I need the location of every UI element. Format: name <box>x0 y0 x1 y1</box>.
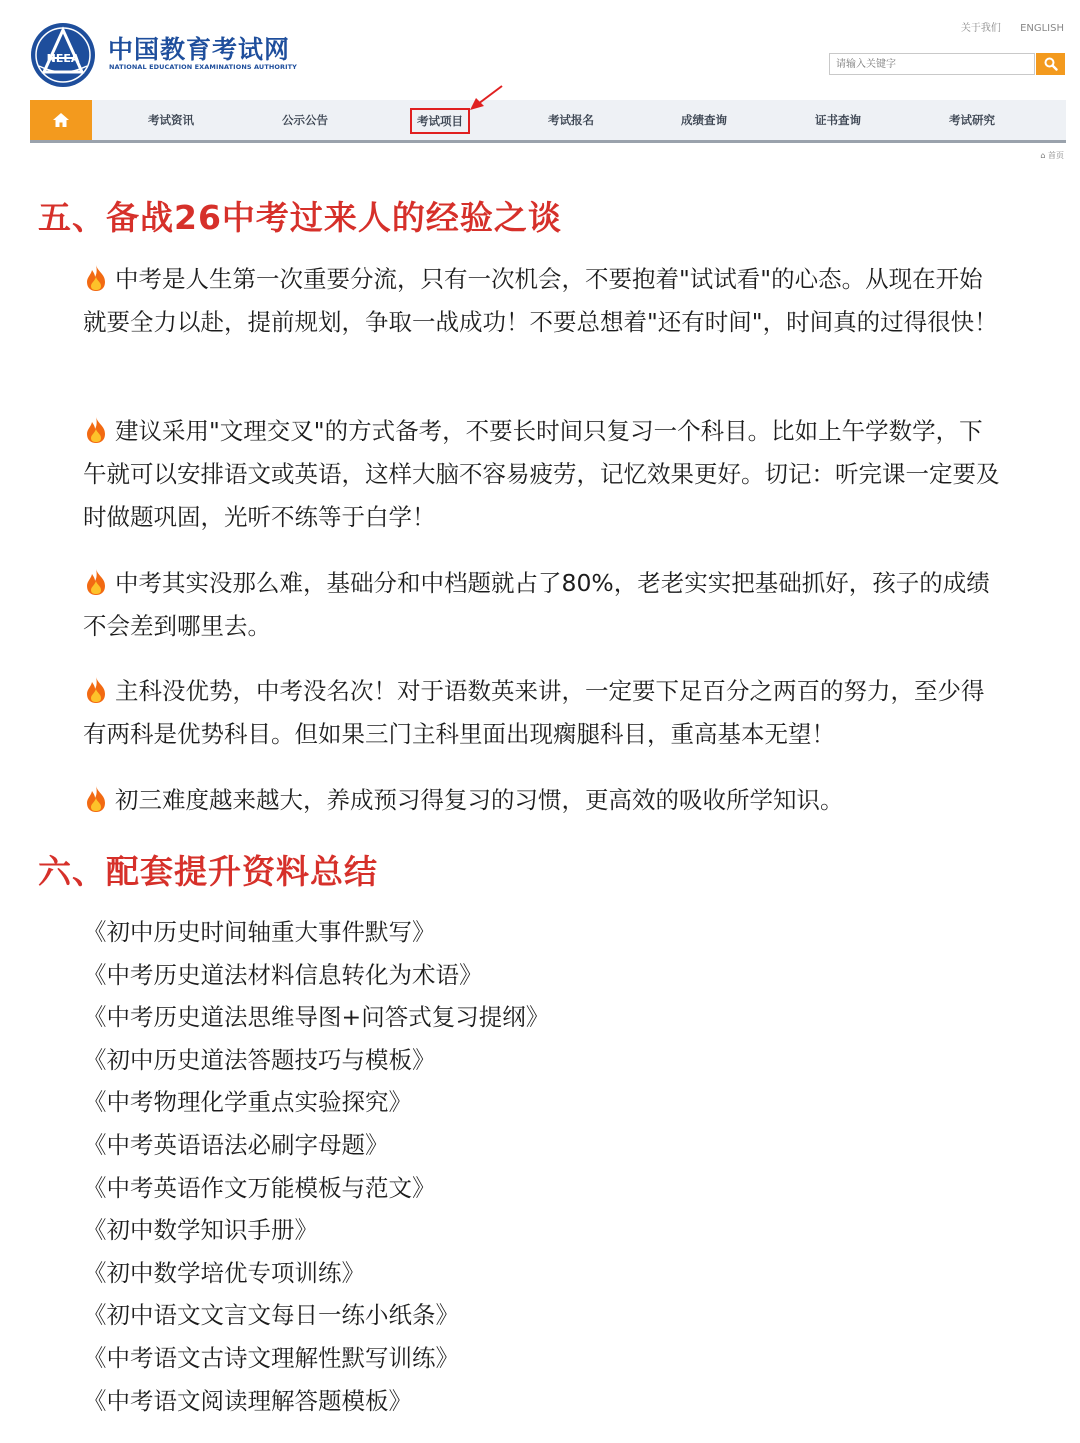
resource-list <box>83 911 549 1422</box>
main-nav <box>30 100 1066 143</box>
search-input[interactable] <box>829 53 1035 75</box>
nav-home-button[interactable] <box>30 100 92 140</box>
resource-item: 《初中历史道法答题技巧与模板》 <box>83 1045 436 1074</box>
nav-item-registration[interactable]: 考试报名 <box>548 113 594 127</box>
nav-item-notices[interactable]: 公示公告 <box>282 113 328 127</box>
site-header <box>0 0 1080 170</box>
about-us-link[interactable]: 关于我们 <box>960 23 1001 34</box>
fire-icon <box>83 416 109 444</box>
tip-paragraph <box>83 562 1003 648</box>
fire-icon <box>83 568 109 596</box>
tip-text: 建议采用"文理交叉"的方式备考，不要长时间只复习一个科目。比如上午学数学，下午就可以安排语文或英语，这样大脑不容易疲劳，记忆效果更好。切记：听完课一定要及时做题巩固，光听不练等于白学！ <box>83 417 1000 531</box>
breadcrumb-home-icon: ⌂ <box>1040 151 1048 160</box>
nav-item-certificate-query[interactable]: 证书查询 <box>815 113 861 127</box>
tip-text: 初三难度越来越大，养成预习得复习的习惯，更高效的吸收所学知识。 <box>115 786 844 814</box>
annotation-arrow-icon <box>466 84 506 112</box>
resource-item: 《中考英语作文万能模板与范文》 <box>83 1173 436 1202</box>
fire-icon <box>83 785 109 813</box>
section-5-title: 五、备战26中考过来人的经验之谈 <box>38 198 562 237</box>
nav-item-exam-news[interactable]: 考试资讯 <box>148 113 194 127</box>
resource-item: 《中考语文古诗文理解性默写训练》 <box>83 1343 459 1372</box>
nav-item-exam-projects[interactable]: 考试项目 <box>410 108 470 134</box>
tip-text: 中考其实没那么难，基础分和中档题就占了80%，老老实实把基础抓好，孩子的成绩不会差到哪里去。 <box>83 569 990 640</box>
english-link[interactable]: ENGLISH <box>1020 23 1064 34</box>
nav-item-exam-research[interactable]: 考试研究 <box>949 113 995 127</box>
tip-text: 主科没优势，中考没名次！对于语数英来讲，一定要下足百分之两百的努力，至少得有两科是优势科目。但如果三门主科里面出现瘸腿科目，重高基本无望！ <box>83 677 985 748</box>
resource-item: 《中考英语语法必刷字母题》 <box>83 1130 389 1159</box>
site-logo-title[interactable]: 中国教育考试网 <box>108 35 291 64</box>
section-6-title: 六、配套提升资料总结 <box>38 852 378 891</box>
resource-item: 《中考物理化学重点实验探究》 <box>83 1088 412 1117</box>
nav-item-score-query[interactable]: 成绩查询 <box>681 113 727 127</box>
tip-paragraph <box>83 779 1003 822</box>
resource-item: 《初中历史时间轴重大事件默写》 <box>83 918 436 946</box>
resource-item: 《中考历史道法材料信息转化为术语》 <box>83 960 483 989</box>
fire-icon <box>83 264 109 292</box>
tip-paragraph <box>83 410 1003 539</box>
fire-icon <box>83 676 109 704</box>
breadcrumb-home-link[interactable]: 首页 <box>1048 151 1064 160</box>
breadcrumb <box>1040 150 1064 161</box>
resource-item: 《初中数学培优专项训练》 <box>83 1258 365 1287</box>
search-button[interactable] <box>1036 53 1065 75</box>
resource-item: 《中考语文阅读理解答题模板》 <box>83 1386 412 1415</box>
site-logo-subtitle: NATIONAL EDUCATION EXAMINATIONS AUTHORITY <box>109 63 297 71</box>
resource-item: 《初中数学知识手册》 <box>83 1216 318 1245</box>
resource-item: 《初中语文文言文每日一练小纸条》 <box>83 1301 459 1330</box>
tip-paragraph <box>83 258 1003 344</box>
tip-paragraph <box>83 670 1003 756</box>
search-box <box>829 53 1065 77</box>
neea-emblem-text <box>30 22 96 88</box>
tip-text: 中考是人生第一次重要分流，只有一次机会，不要抱着"试试看"的心态。从现在开始就要全力以赴，提前规划，争取一战成功！不要总想着"还有时间"，时间真的过得很快！ <box>83 265 998 336</box>
svg-text:NEEA: NEEA <box>46 52 80 65</box>
home-icon <box>52 112 70 128</box>
search-icon <box>1044 57 1058 71</box>
resource-item: 《中考历史道法思维导图+问答式复习提纲》 <box>83 1003 550 1032</box>
top-links <box>945 19 1064 34</box>
